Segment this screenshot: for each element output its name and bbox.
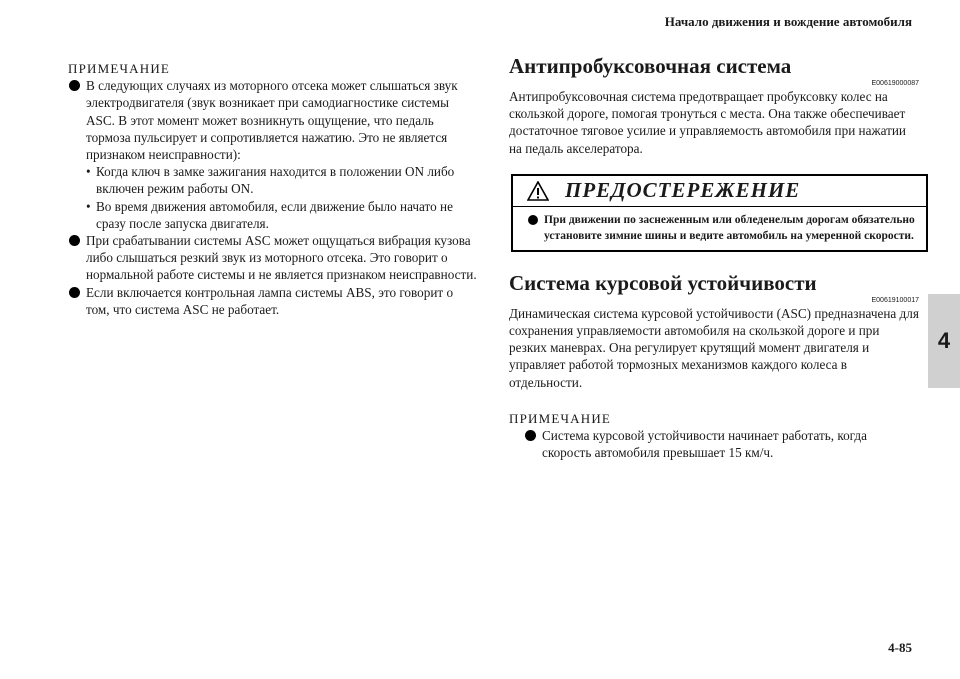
section-paragraph: Антипробуксовочная система предотвращает пробуксовку колес на скользкой дороге, помогая тронуться с места. Она также обеспечивает достаточное тяговое усилие и управляемость автомобиля при нажатии на педаль акселератора.: [509, 89, 906, 156]
chapter-tab: [928, 294, 960, 388]
note-bullet: [68, 284, 478, 318]
chapter-number: 4: [937, 328, 951, 353]
bullet-dot-icon: [69, 80, 80, 91]
warning-text: При движении по заснеженным или обледенелым дорогам обязательно установите зимние шины и ведите автомобиль на умеренной скорости.: [544, 213, 915, 242]
note-label: ПРИМЕЧАНИЕ: [509, 410, 612, 426]
left-column: [68, 60, 478, 318]
note-bullet-text: Если включается контрольная лампа системы ABS, это говорит о том, что система ASC не работает.: [86, 284, 454, 317]
warning-triangle-icon: [527, 181, 549, 201]
right-column: [509, 54, 919, 461]
dash-mark: •: [86, 198, 91, 214]
note-bullet: [524, 427, 919, 461]
note-bullet-text: В следующих случаях из моторного отсека может слышаться звук электродвигателя (звук возникает при самодиагностике системы ASC. В этот момент может возникнуть ощущение, что педаль тормоза пульсирует и сопротивляется нажатию. Это не является признаком неисправности):: [86, 78, 458, 163]
note-bullet: [68, 77, 478, 163]
note-sub-item-text: Во время движения автомобиля, если движение было начато не сразу после запуска двигателя.: [96, 198, 453, 231]
section-heading-stability-control: Система курсовой устойчивости: [509, 270, 817, 295]
warning-title: ПРЕДОСТЕРЕЖЕНИЕ: [565, 178, 801, 203]
section-code: E00619000087: [871, 80, 919, 87]
bullet-dot-icon: [69, 287, 80, 298]
warning-box: [511, 174, 928, 252]
note-bullet: [68, 232, 478, 284]
section-heading-traction-control: Антипробуксовочная система: [509, 54, 792, 78]
running-header: Начало движения и вождение автомобиля: [664, 14, 912, 29]
section-paragraph: Динамическая система курсовой устойчивости (ASC) предназначена для сохранения управляемости автомобиля на скользкой дороге и при резких маневрах. Она регулирует крутящий момент двигателя и управляет работой тормозных механизмов каждого колеса в отдельности.: [509, 305, 919, 390]
bullet-dot-icon: [525, 430, 536, 441]
note-label: ПРИМЕЧАНИЕ: [68, 61, 171, 76]
note-sub-item: [68, 163, 478, 197]
warning-body: [513, 207, 926, 250]
note-bullet-text: При срабатывании системы ASC может ощущаться вибрация кузова либо слышаться резкий звук из моторного отсека. Это говорит о нормальной работе системы и не является признаком неисправности.: [86, 233, 477, 283]
page-number: 4-85: [888, 640, 912, 655]
bullet-dot-icon: [69, 235, 80, 246]
section-code: E00619100017: [871, 296, 919, 304]
dash-mark: •: [86, 164, 91, 180]
note-sub-item-text: Когда ключ в замке зажигания находится в положении ON либо включен режим работы ON.: [96, 164, 455, 197]
note-sub-item: [68, 198, 478, 232]
note-bullet-text: Система курсовой устойчивости начинает работать, когда скорость автомобиля превышает 15 км/ч.: [542, 428, 867, 461]
warning-header: [513, 176, 926, 207]
warning-bullet: [527, 212, 916, 244]
bullet-dot-icon: [528, 215, 538, 225]
